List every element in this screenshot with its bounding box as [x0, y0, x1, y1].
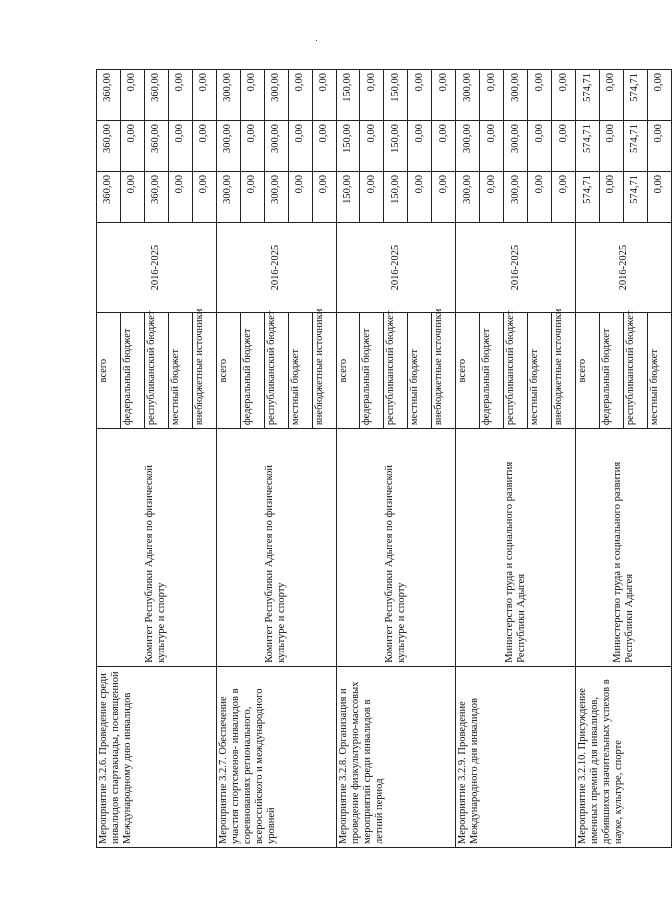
amount-cell: 300,00 — [504, 121, 528, 172]
funding-source: федеральный бюджет — [360, 313, 384, 429]
amount-cell: 0,00 — [432, 172, 456, 223]
amount-cell: 0,00 — [168, 70, 192, 121]
amount-cell: 0,00 — [360, 172, 384, 223]
funding-source: местный бюджет — [168, 313, 192, 429]
measure-title: Мероприятие 3.2.6. Проведение среди инвалидов спартакиады, посвященной Международному дню инвалидов — [97, 666, 217, 847]
funding-source: местный бюджет — [288, 313, 312, 429]
amount-cell: 0,00 — [288, 172, 312, 223]
table-row — [336, 70, 360, 848]
funding-source: внебюджетные источники — [552, 313, 576, 429]
amount-cell: 150,00 — [336, 70, 360, 121]
amount-cell: 0,00 — [528, 121, 552, 172]
executor-cell: Министерство труда и социального развития Республики Адыгея — [456, 429, 576, 667]
executor-cell: Комитет Республики Адыгея по физической культуре и спорту — [336, 429, 456, 667]
amount-cell: 300,00 — [264, 70, 288, 121]
rotated-table-wrapper — [96, 69, 672, 848]
table-row — [97, 70, 121, 848]
period-cell: 2016-2025 — [97, 223, 217, 313]
funding-source: внебюджетные источники — [432, 313, 456, 429]
amount-cell: 360,00 — [97, 172, 121, 223]
table-row — [216, 70, 240, 848]
scan-speck — [316, 40, 317, 41]
executor-cell: Комитет Республики Адыгея по физической культуре и спорту — [216, 429, 336, 667]
amount-cell: 0,00 — [120, 172, 144, 223]
amount-cell: 0,00 — [647, 70, 671, 121]
period-cell: 2016-2025 — [576, 223, 672, 313]
amount-cell: 360,00 — [144, 121, 168, 172]
amount-cell: 0,00 — [528, 70, 552, 121]
amount-cell: 0,00 — [120, 70, 144, 121]
amount-cell: 0,00 — [120, 121, 144, 172]
measure-title: Мероприятие 3.2.10. Присуждение именных премий для инвалидов, добившихся значительных успехов в науке, культуре, спорте — [576, 666, 672, 847]
period-cell: 2016-2025 — [456, 223, 576, 313]
amount-cell: 0,00 — [552, 70, 576, 121]
funding-source: местный бюджет — [647, 313, 671, 429]
amount-cell: 0,00 — [480, 172, 504, 223]
amount-cell: 0,00 — [168, 172, 192, 223]
budget-table-body — [97, 70, 672, 848]
amount-cell: 0,00 — [288, 70, 312, 121]
amount-cell: 574,71 — [623, 70, 647, 121]
funding-source: федеральный бюджет — [120, 313, 144, 429]
amount-cell: 0,00 — [408, 70, 432, 121]
funding-source: федеральный бюджет — [600, 313, 624, 429]
amount-cell: 0,00 — [480, 70, 504, 121]
amount-cell: 300,00 — [216, 121, 240, 172]
amount-cell: 300,00 — [264, 121, 288, 172]
funding-source: республиканский бюджет — [384, 313, 408, 429]
amount-cell: 150,00 — [384, 70, 408, 121]
period-cell: 2016-2025 — [216, 223, 336, 313]
executor-cell: Комитет Республики Адыгея по физической культуре и спорту — [97, 429, 217, 667]
funding-source: всего — [456, 313, 480, 429]
amount-cell: 0,00 — [600, 70, 624, 121]
funding-source: республиканский бюджет — [504, 313, 528, 429]
amount-cell: 0,00 — [408, 121, 432, 172]
amount-cell: 0,00 — [480, 121, 504, 172]
amount-cell: 0,00 — [240, 121, 264, 172]
funding-source: всего — [576, 313, 600, 429]
measure-title: Мероприятие 3.2.7. Обеспечение участия спортсменов- инвалидов в соревнованиях регионального, всероссийского и международного уровней — [216, 666, 336, 847]
amount-cell: 300,00 — [456, 172, 480, 223]
amount-cell: 0,00 — [600, 121, 624, 172]
amount-cell: 574,71 — [623, 172, 647, 223]
amount-cell: 0,00 — [240, 70, 264, 121]
amount-cell: 574,71 — [576, 172, 600, 223]
amount-cell: 0,00 — [192, 70, 216, 121]
amount-cell: 360,00 — [97, 121, 121, 172]
funding-source: всего — [97, 313, 121, 429]
amount-cell: 0,00 — [600, 172, 624, 223]
amount-cell: 574,71 — [576, 121, 600, 172]
period-cell: 2016-2025 — [336, 223, 456, 313]
funding-source: местный бюджет — [408, 313, 432, 429]
funding-source: федеральный бюджет — [240, 313, 264, 429]
amount-cell: 300,00 — [216, 70, 240, 121]
amount-cell: 0,00 — [647, 121, 671, 172]
funding-source: всего — [336, 313, 360, 429]
amount-cell: 360,00 — [144, 70, 168, 121]
amount-cell: 0,00 — [288, 121, 312, 172]
amount-cell: 0,00 — [168, 121, 192, 172]
amount-cell: 300,00 — [456, 70, 480, 121]
amount-cell: 300,00 — [504, 70, 528, 121]
measure-title: Мероприятие 3.2.9. Проведение Международного дня инвалидов — [456, 666, 576, 847]
amount-cell: 0,00 — [552, 172, 576, 223]
amount-cell: 0,00 — [432, 121, 456, 172]
amount-cell: 150,00 — [336, 121, 360, 172]
amount-cell: 150,00 — [336, 172, 360, 223]
funding-source: республиканский бюджет — [264, 313, 288, 429]
amount-cell: 0,00 — [192, 121, 216, 172]
amount-cell: 0,00 — [360, 121, 384, 172]
executor-cell: Министерство труда и социального развития Республики Адыгея — [576, 429, 672, 667]
funding-source: местный бюджет — [528, 313, 552, 429]
amount-cell: 574,71 — [576, 70, 600, 121]
amount-cell: 0,00 — [408, 172, 432, 223]
amount-cell: 360,00 — [144, 172, 168, 223]
amount-cell: 0,00 — [312, 172, 336, 223]
table-row — [456, 70, 480, 848]
amount-cell: 150,00 — [384, 172, 408, 223]
amount-cell: 0,00 — [240, 172, 264, 223]
funding-source: внебюджетные источники — [312, 313, 336, 429]
amount-cell: 0,00 — [360, 70, 384, 121]
amount-cell: 360,00 — [97, 70, 121, 121]
amount-cell: 300,00 — [264, 172, 288, 223]
funding-source: республиканский бюджет — [144, 313, 168, 429]
amount-cell: 0,00 — [192, 172, 216, 223]
table-row — [576, 70, 600, 848]
funding-source: республиканский бюджет — [623, 313, 647, 429]
amount-cell: 0,00 — [528, 172, 552, 223]
amount-cell: 150,00 — [384, 121, 408, 172]
amount-cell: 574,71 — [623, 121, 647, 172]
amount-cell: 0,00 — [312, 70, 336, 121]
amount-cell: 300,00 — [456, 121, 480, 172]
amount-cell: 0,00 — [312, 121, 336, 172]
amount-cell: 0,00 — [552, 121, 576, 172]
amount-cell: 0,00 — [432, 70, 456, 121]
amount-cell: 300,00 — [216, 172, 240, 223]
amount-cell: 300,00 — [504, 172, 528, 223]
funding-source: федеральный бюджет — [480, 313, 504, 429]
funding-source: внебюджетные источники — [192, 313, 216, 429]
measure-title: Мероприятие 3.2.8. Организация и проведение физкультурно-массовых мероприятий среди инвалидов в летний период — [336, 666, 456, 847]
amount-cell: 0,00 — [647, 172, 671, 223]
funding-source: всего — [216, 313, 240, 429]
budget-table — [96, 69, 672, 848]
